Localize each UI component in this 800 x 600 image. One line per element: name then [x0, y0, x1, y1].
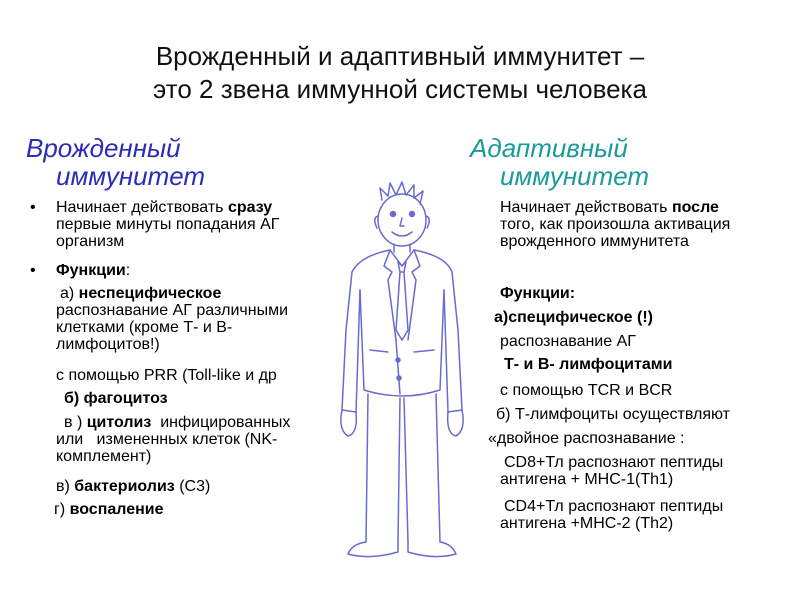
innate-item-v-line-3: комплемент): [56, 448, 152, 465]
innate-start-line-1: [56, 199, 272, 216]
innate-heading-line-1: Врожденный: [26, 133, 181, 163]
adaptive-cd4-line-2: антигена +МНС-2 (Th2): [500, 515, 674, 532]
innate-heading-line-2: иммунитет: [56, 161, 206, 191]
innate-functions-bold: Функции: [56, 262, 126, 279]
innate-start-line-3: организм: [56, 233, 125, 250]
adaptive-start-bold: после: [671, 199, 719, 216]
adaptive-functions-label: Функции:: [500, 285, 576, 302]
innate-start-line-2: первые минуты попадания АГ: [56, 216, 280, 233]
adaptive-start-line-2: того, как произошла активация: [500, 216, 731, 233]
innate-item-a-line-3: клетками (кроме Т- и В-: [56, 319, 233, 336]
adaptive-item-a-line-3: Т- и В- лимфоцитами: [504, 356, 673, 373]
innate-start-bold: сразу: [227, 199, 273, 216]
innate-prr-line: с помощью PRR (Toll-like и др: [56, 367, 277, 384]
adaptive-start-line-3: врожденного иммунитета: [500, 233, 689, 250]
bullet-icon: •: [30, 199, 36, 216]
adaptive-item-a: а)специфическое (!): [494, 309, 653, 326]
adaptive-heading-line-1: Адаптивный: [470, 133, 628, 163]
title-line-2: это 2 звена иммунной системы человека: [153, 74, 647, 104]
bullet-icon: •: [30, 262, 36, 279]
adaptive-start-line-1: [500, 199, 719, 216]
innate-item-g-bold: воспаление: [69, 501, 164, 518]
innate-item-inflammation: [54, 501, 164, 518]
innate-item-v-line-2: или измененных клеток (NK-: [56, 431, 278, 448]
innate-item-a-line-4: лимфоцитов!): [56, 336, 160, 353]
adaptive-heading-line-2: иммунитет: [500, 161, 650, 191]
innate-item-bacteriolysis: [56, 478, 210, 495]
innate-item-a-line-1: [60, 285, 221, 302]
innate-item-b: б) фагоцитоз: [64, 390, 168, 407]
innate-item-v-prefix: в ): [64, 414, 87, 431]
adaptive-item-b: б) Т-лимфоциты осуществляют: [496, 406, 730, 423]
innate-item-v-line-1: [64, 414, 290, 431]
innate-column: [0, 0, 338, 600]
adaptive-heading: [470, 134, 649, 190]
innate-functions-label: [56, 262, 130, 279]
innate-start-text: Начинает действовать: [56, 199, 228, 216]
adaptive-cd4-line-1: CD4+Тл распознают пептиды: [504, 498, 724, 515]
adaptive-double-recognition: «двойное распознавание :: [488, 430, 685, 447]
innate-item-bact-bold: бактериолиз: [74, 478, 175, 495]
innate-item-g-prefix: г): [54, 501, 70, 518]
innate-item-bact-rest: (С3): [174, 478, 211, 495]
adaptive-start-text: Начинает действовать: [500, 199, 672, 216]
innate-functions-colon: :: [125, 262, 131, 279]
innate-item-a-prefix: а): [60, 285, 79, 302]
innate-heading: [26, 134, 205, 190]
adaptive-item-a-line-2: распознавание АГ: [500, 333, 636, 350]
title-line-1: Врожденный и адаптивный иммунитет –: [155, 41, 645, 71]
innate-item-v-bold: цитолиз: [86, 414, 152, 431]
innate-item-bact-prefix: в): [56, 478, 75, 495]
innate-item-a-bold: неспецифическое: [78, 285, 222, 302]
adaptive-tcr-line: с помощью TCR и BCR: [500, 382, 673, 399]
cartoon-man-illustration: [330, 180, 480, 580]
innate-item-a-line-2: распознавание АГ различными: [56, 302, 289, 319]
adaptive-cd8-line-1: CD8+Тл распознают пептиды: [504, 454, 724, 471]
adaptive-cd8-line-2: антигена + МНС-1(Th1): [500, 471, 674, 488]
innate-item-v-rest: инфицированных: [151, 414, 291, 431]
